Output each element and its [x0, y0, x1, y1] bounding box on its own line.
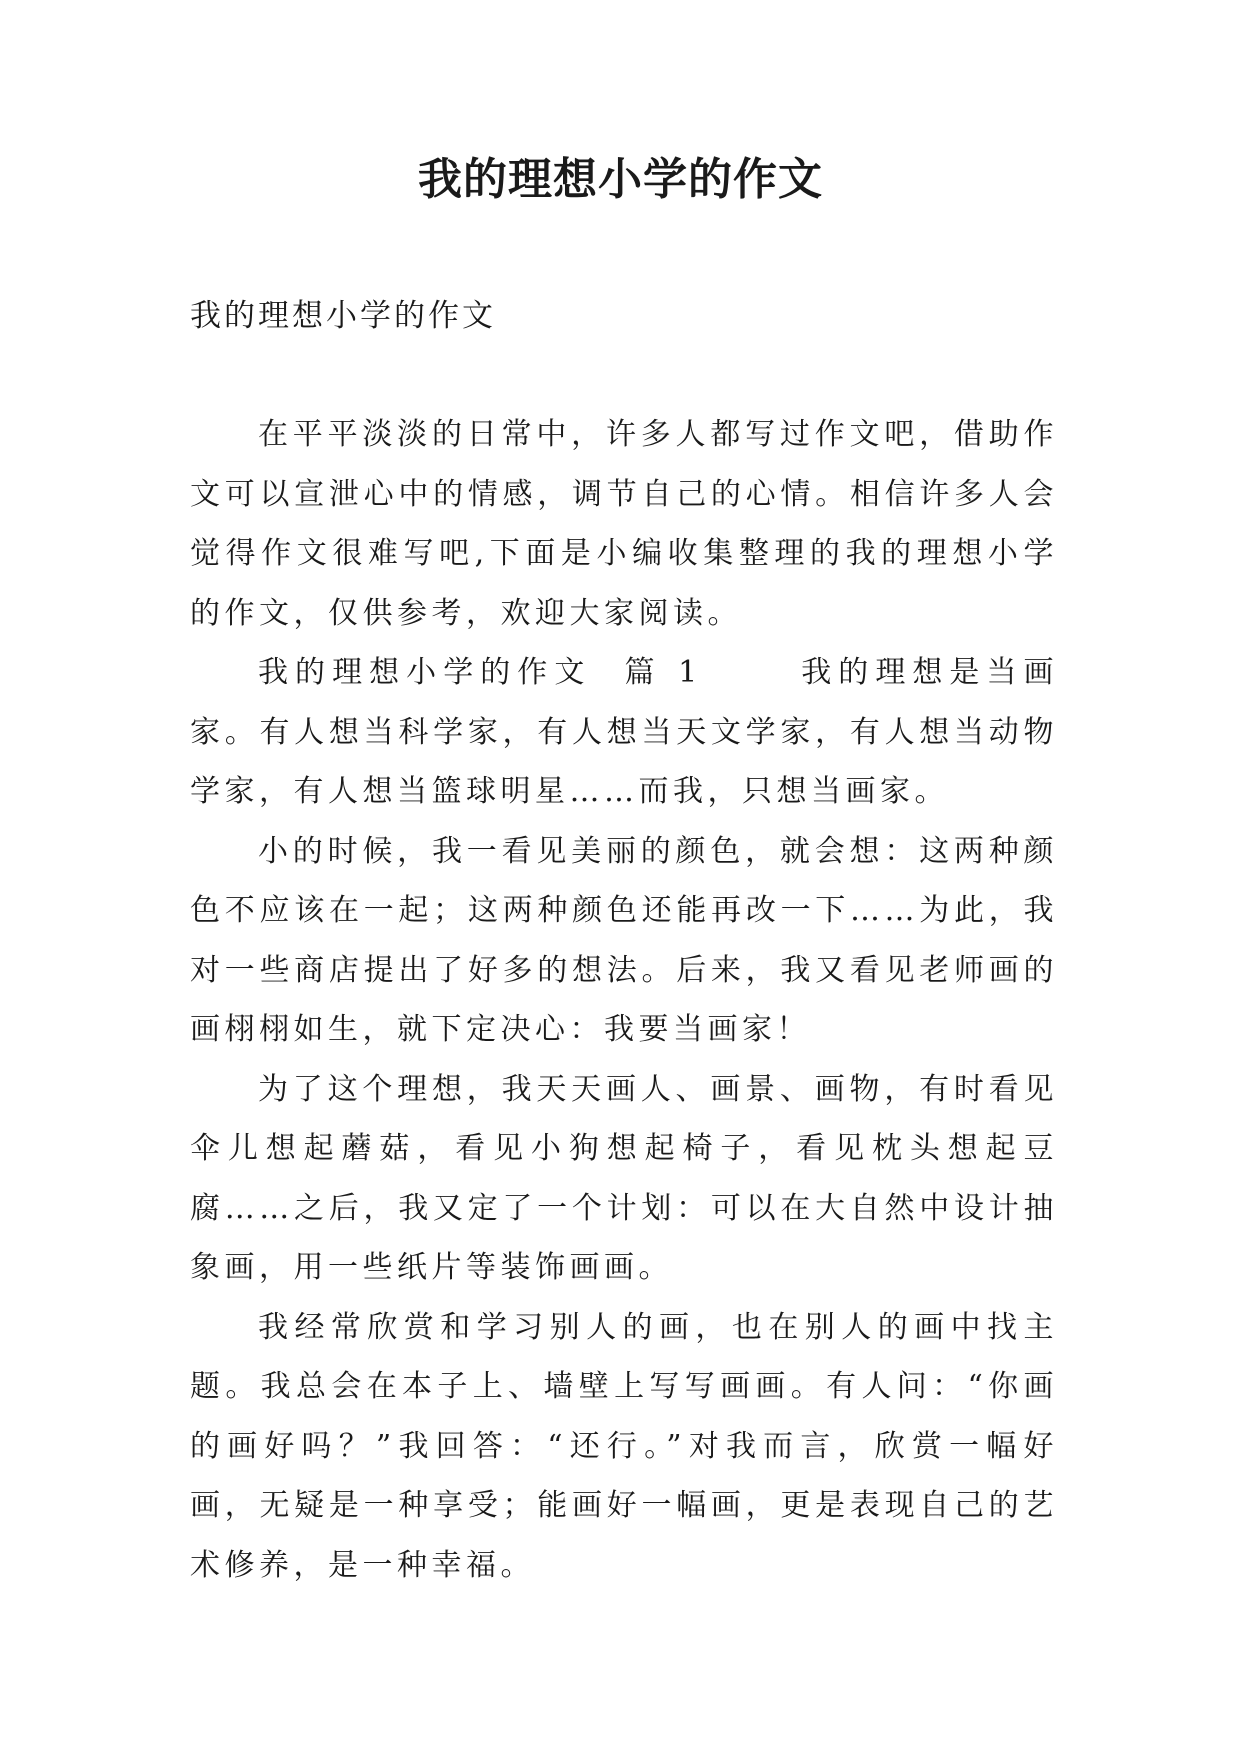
paragraph-practice: 为了这个理想，我天天画人、画景、画物，有时看见伞儿想起蘑菇，看见小狗想起椅子，看见枕头想起豆腐……之后，我又定了一个计划：可以在大自然中设计抽象画，用一些纸片等装饰画画。	[190, 1071, 1058, 1285]
paragraph-intro: 在平平淡淡的日常中，许多人都写过作文吧，借助作文可以宣泄心中的情感，调节自己的心情。相信许多人会觉得作文很难写吧,下面是小编收集整理的我的理想小学的作文，仅供参考，欢迎大家阅读。	[190, 417, 1058, 631]
document-title: 我的理想小学的作文	[418, 154, 823, 205]
paragraph-appreciation: 我经常欣赏和学习别人的画，也在别人的画中找主题。我总会在本子上、墙壁上写写画画。有人问：“你画的画好吗？”我回答：“还行。”对我而言，欣赏一幅好画，无疑是一种享受；能画好一幅画，更是表现自己的艺术修养，是一种幸福。	[190, 1309, 1058, 1583]
paragraph-childhood: 小的时候，我一看见美丽的颜色，就会想：这两种颜色不应该在一起；这两种颜色还能再改一下……为此，我对一些商店提出了好多的想法。后来，我又看见老师画的画栩栩如生，就下定决心：我要当画家！	[190, 833, 1058, 1047]
paragraph-part1: 我的理想小学的作文 篇 1 我的理想是当画家。有人想当科学家，有人想当天文学家，有人想当动物学家，有人想当篮球明星……而我，只想当画家。	[190, 655, 1058, 809]
document-subtitle: 我的理想小学的作文	[190, 298, 496, 334]
document-body	[190, 405, 1058, 1595]
